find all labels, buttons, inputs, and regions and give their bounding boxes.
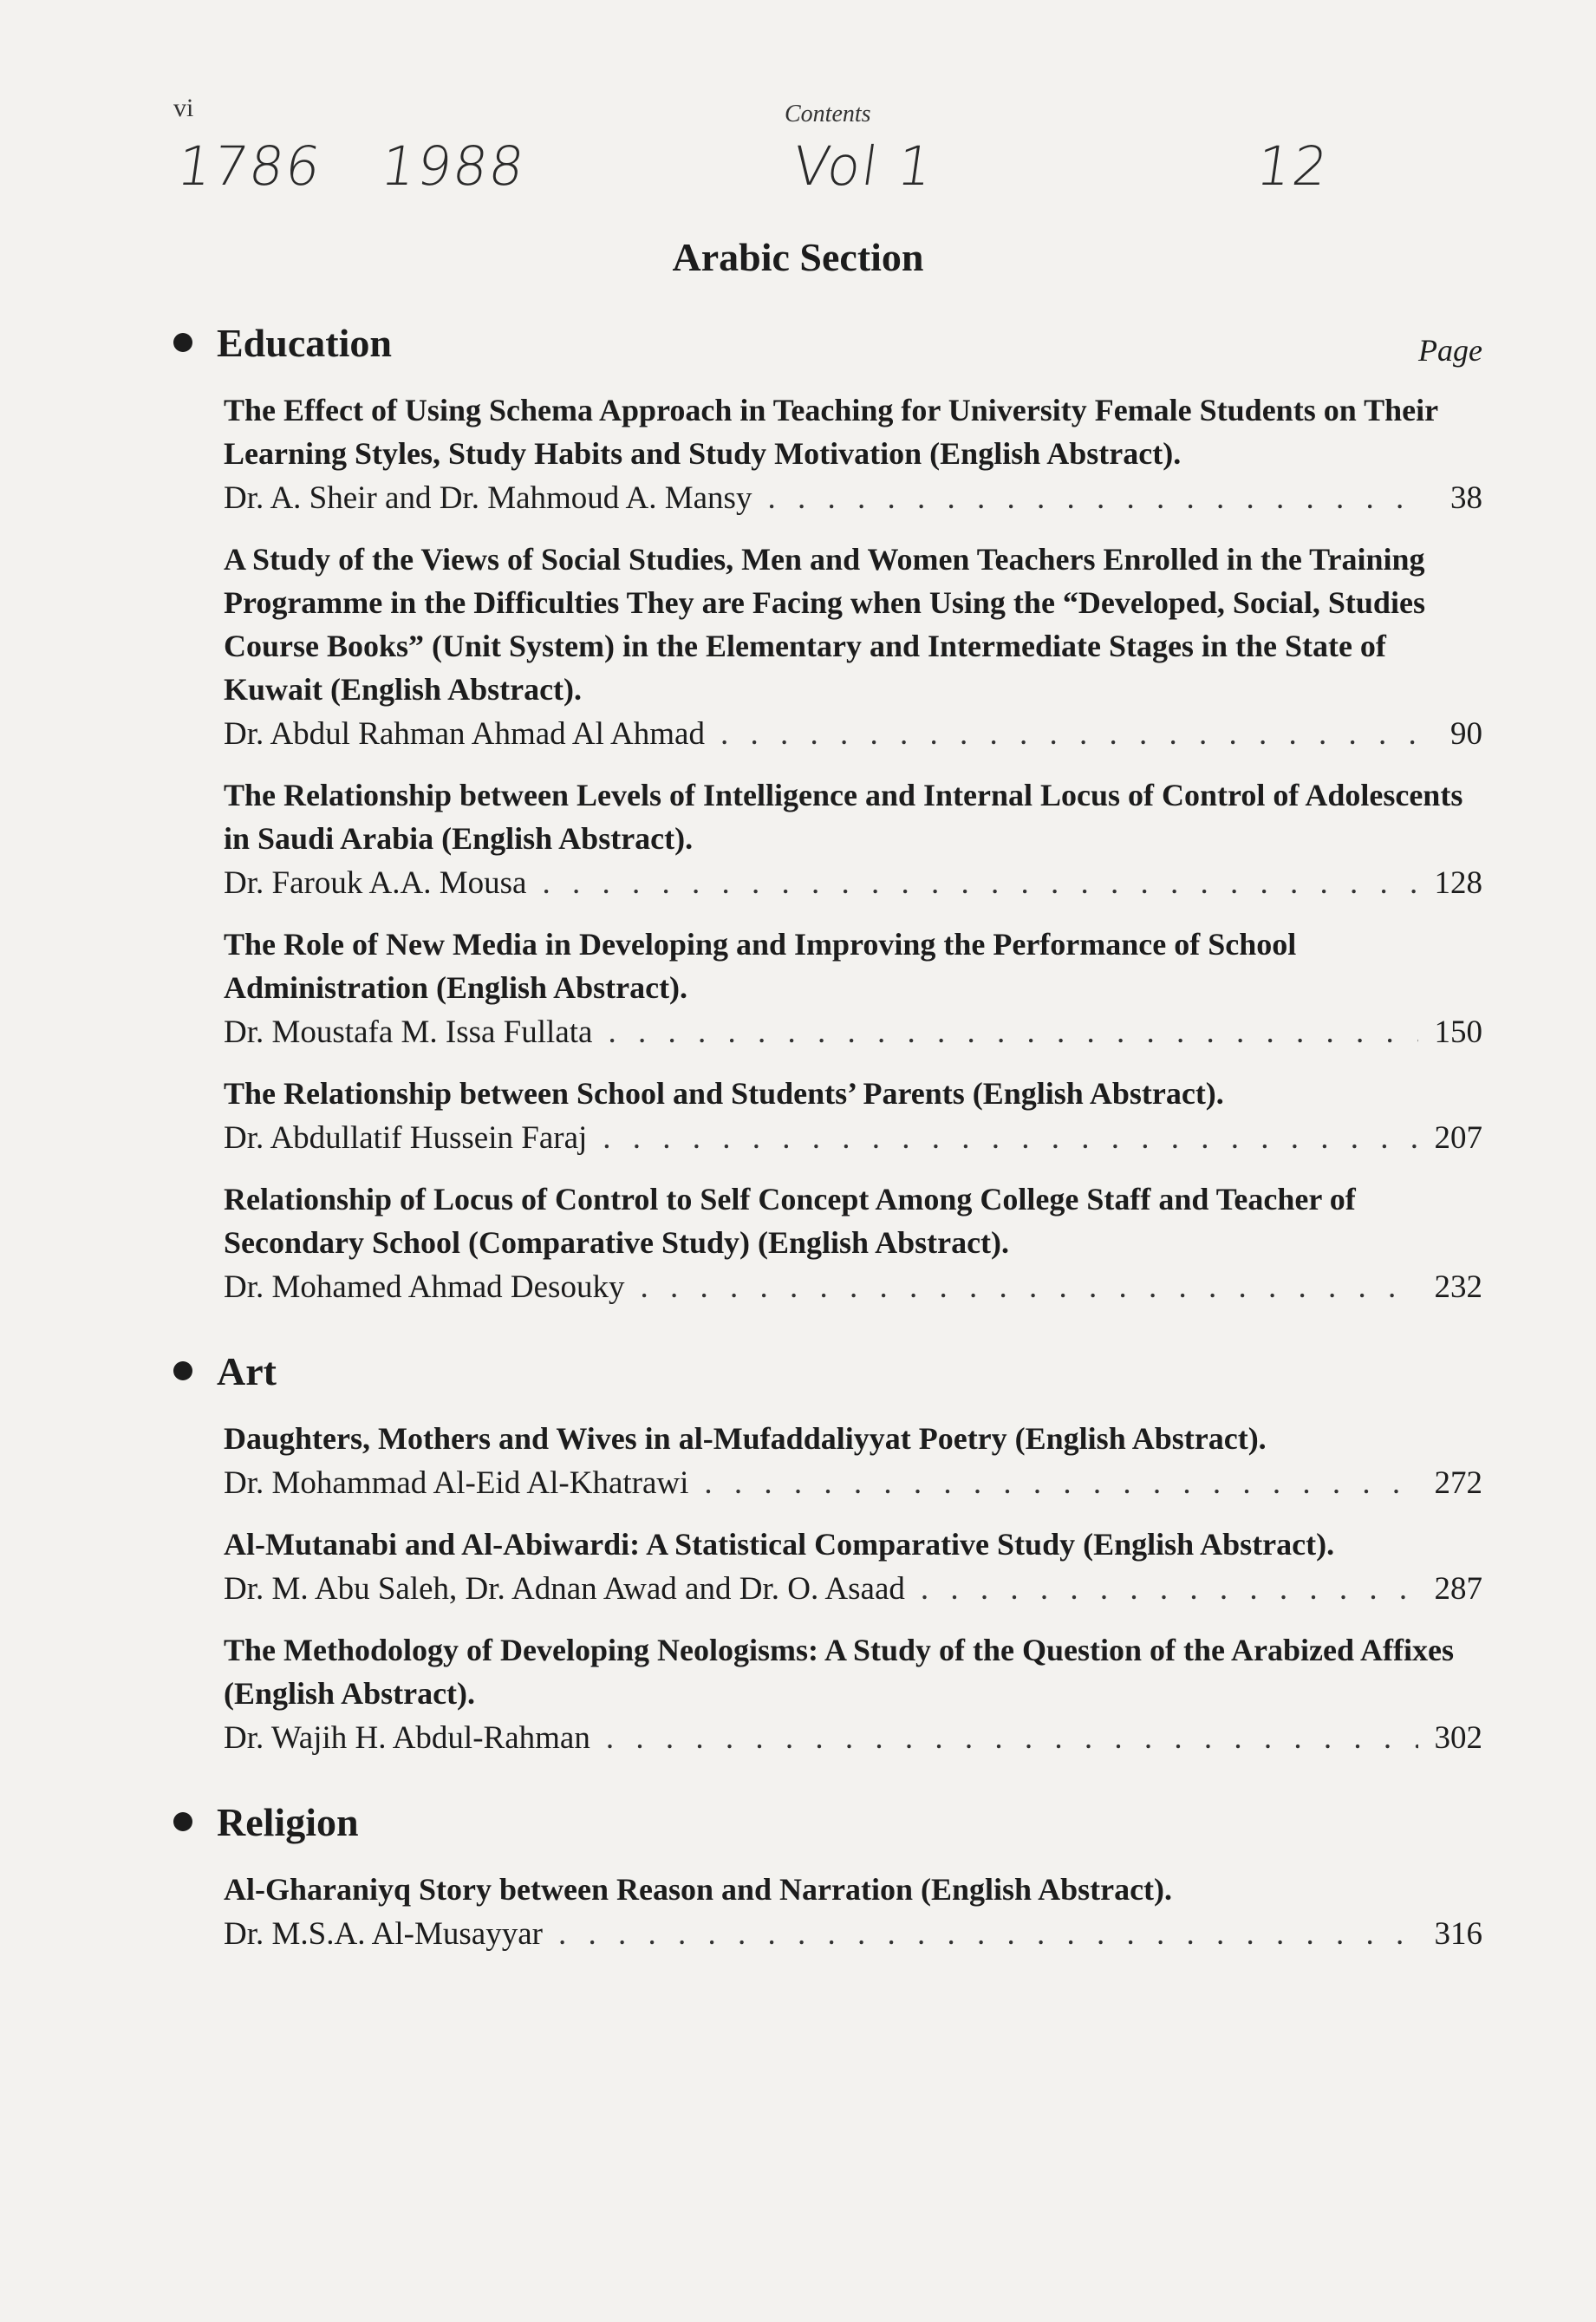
dot-leader: [720, 711, 1418, 758]
entry-author-line: [224, 1009, 1482, 1056]
entry-title: The Effect of Using Schema Approach in Teaching for University Female Students on Their Learning Styles, Study Habits and Study Motivation (English Abstract).: [224, 393, 1438, 471]
toc-entry: [224, 538, 1482, 758]
entry-title: The Methodology of Developing Neologisms: A Study of the Question of the Arabized Affixes (English Abstract).: [224, 1633, 1454, 1711]
toc-entry: [224, 1868, 1482, 1958]
entry-author: Dr. Wajih H. Abdul-Rahman: [224, 1720, 590, 1756]
bullet-icon: [173, 1812, 192, 1831]
handwritten-note: 1988: [376, 134, 530, 198]
dot-leader: [603, 1115, 1418, 1162]
entry-title: A Study of the Views of Social Studies, Men and Women Teachers Enrolled in the Training Programme in the Difficulties They are Facing when Using the “Developed, Social, Studies Course Books” (Unit System) in the Elementary and Intermediate Stages in the State of Kuwait (English Abstract).: [224, 542, 1425, 707]
entry-title: Relationship of Locus of Control to Self Concept Among College Staff and Teacher of Secondary School (Comparative Study) (English Abstract).: [224, 1182, 1356, 1260]
entry-author-line: [224, 1566, 1482, 1613]
entry-title: Al-Gharaniyq Story between Reason and Narration (English Abstract).: [224, 1872, 1173, 1907]
handwritten-note: Vol 1: [788, 134, 939, 198]
entry-page-number: 232: [1434, 1269, 1482, 1305]
toc-entry: [224, 1628, 1482, 1762]
entry-author-line: [224, 475, 1482, 522]
bullet-icon: [173, 1361, 192, 1380]
dot-leader: [606, 1715, 1418, 1762]
entry-author-line: [224, 1715, 1482, 1762]
toc-entry: [224, 1417, 1482, 1507]
category-heading: [165, 312, 1482, 373]
dot-leader: [921, 1566, 1418, 1613]
toc-entry: [224, 388, 1482, 522]
entry-author: Dr. Moustafa M. Issa Fullata: [224, 1014, 593, 1050]
entry-author: Dr. Farouk A.A. Mousa: [224, 865, 527, 901]
category-religion: [165, 1791, 1482, 1958]
category-heading: [165, 1791, 1482, 1852]
entry-page-number: 150: [1434, 1014, 1482, 1050]
category-education: [165, 312, 1482, 1311]
entry-author: Dr. Abdullatif Hussein Faraj: [224, 1120, 588, 1156]
handwritten-note: 1786: [173, 134, 326, 198]
page-column-label: Page: [1418, 333, 1482, 368]
dot-leader: [704, 1460, 1418, 1507]
entry-author: Dr. Abdul Rahman Ahmad Al Ahmad: [224, 716, 705, 752]
entry-page-number: 207: [1434, 1120, 1482, 1156]
section-title: Arabic Section: [672, 235, 924, 279]
entry-page-number: 90: [1450, 716, 1482, 752]
bullet-icon: [173, 333, 192, 352]
category-heading: [165, 1340, 1482, 1401]
entry-author: Dr. Mohamed Ahmad Desouky: [224, 1269, 625, 1305]
entry-title: Daughters, Mothers and Wives in al-Mufaddaliyyat Poetry (English Abstract).: [224, 1421, 1267, 1456]
entry-page-number: 38: [1450, 480, 1482, 516]
entry-page-number: 272: [1434, 1465, 1482, 1501]
entry-author-line: [224, 1264, 1482, 1311]
toc-entry: [224, 1177, 1482, 1311]
entry-author: Dr. A. Sheir and Dr. Mahmoud A. Mansy: [224, 480, 752, 516]
entry-author-line: [224, 1911, 1482, 1958]
toc-entry: [224, 773, 1482, 907]
entry-author: Dr. M.S.A. Al-Musayyar: [224, 1916, 543, 1952]
entry-title: Al-Mutanabi and Al-Abiwardi: A Statistical Comparative Study (English Abstract).: [224, 1527, 1335, 1562]
entry-author-line: [224, 860, 1482, 907]
category-name: Education: [217, 320, 392, 365]
toc-entry: [224, 1072, 1482, 1162]
toc-entry: [224, 923, 1482, 1056]
entry-page-number: 287: [1434, 1571, 1482, 1607]
entry-author-line: [224, 1460, 1482, 1507]
dot-leader: [542, 860, 1418, 907]
entry-title: The Role of New Media in Developing and Improving the Performance of School Administration (English Abstract).: [224, 927, 1297, 1005]
entry-author-line: [224, 711, 1482, 758]
dot-leader: [767, 475, 1418, 522]
table-of-contents: [165, 312, 1482, 1958]
handwritten-note: 12: [1252, 134, 1334, 198]
entry-page-number: 316: [1434, 1916, 1482, 1952]
category-name: Religion: [217, 1799, 359, 1844]
category-name: Art: [217, 1348, 277, 1393]
entry-page-number: 302: [1434, 1720, 1482, 1756]
toc-entry: [224, 1523, 1482, 1613]
dot-leader: [558, 1911, 1418, 1958]
entry-title: The Relationship between Levels of Intelligence and Internal Locus of Control of Adolescents in Saudi Arabia (English Abstract).: [224, 778, 1463, 856]
page-number: vi: [173, 94, 194, 122]
dot-leader: [640, 1264, 1418, 1311]
entry-author: Dr. M. Abu Saleh, Dr. Adnan Awad and Dr. O. Asaad: [224, 1571, 905, 1607]
category-art: [165, 1340, 1482, 1762]
dot-leader: [608, 1009, 1418, 1056]
running-head: Contents: [785, 101, 871, 127]
entry-title: The Relationship between School and Students’ Parents (English Abstract).: [224, 1076, 1224, 1111]
entry-author: Dr. Mohammad Al-Eid Al-Khatrawi: [224, 1465, 689, 1501]
entry-author-line: [224, 1115, 1482, 1162]
entry-page-number: 128: [1434, 865, 1482, 901]
